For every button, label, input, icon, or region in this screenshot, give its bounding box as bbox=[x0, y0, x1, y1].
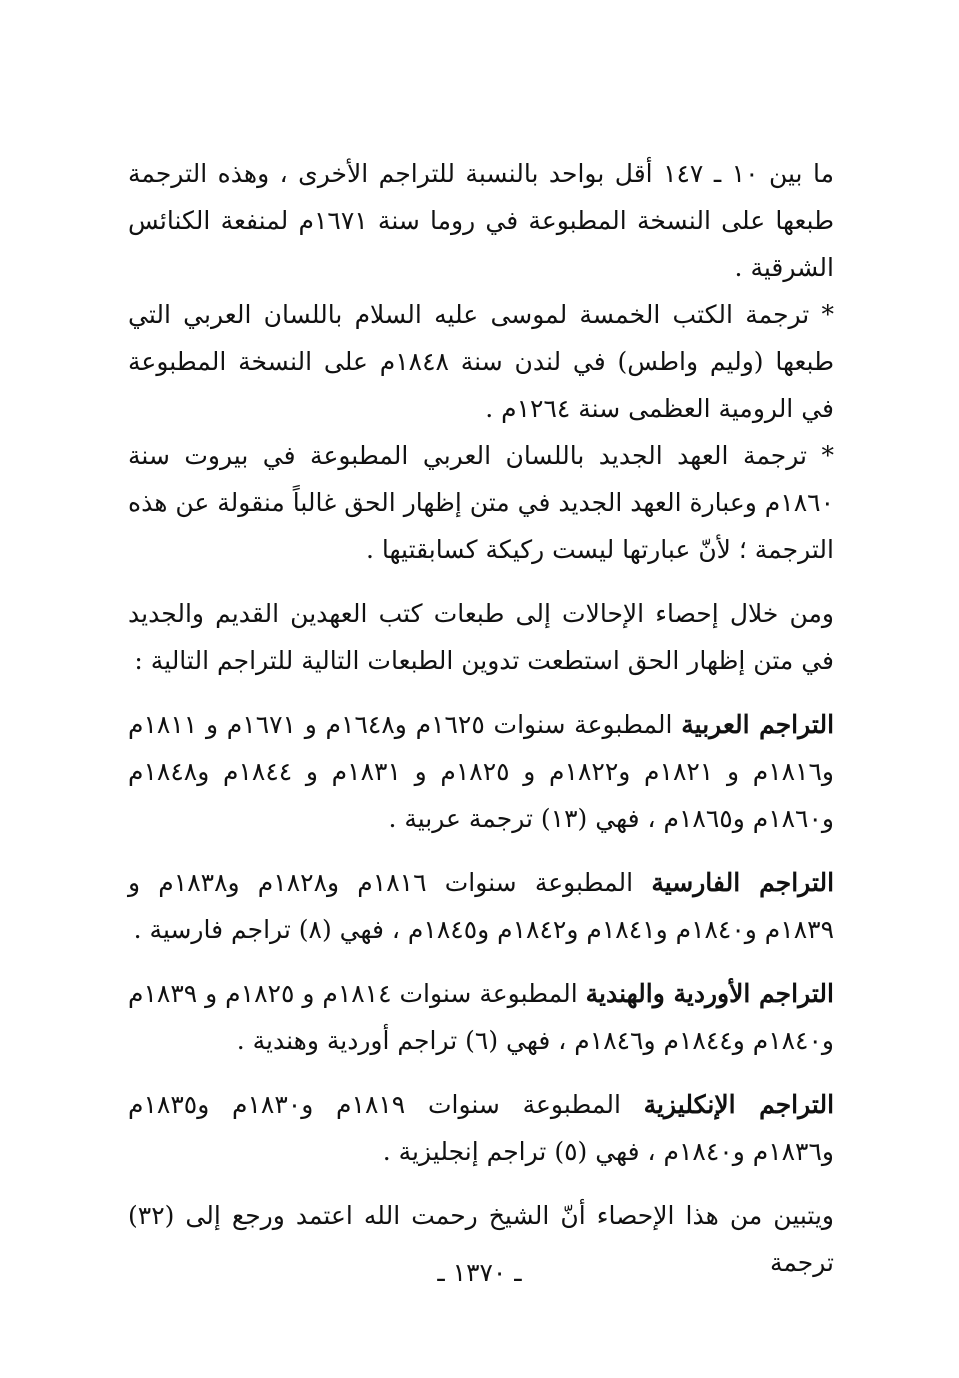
section-heading: التراجم العربية bbox=[681, 710, 835, 739]
intro-paragraph bbox=[128, 150, 834, 291]
section-persian-translations bbox=[128, 859, 834, 953]
section-text bbox=[128, 859, 834, 953]
section-text bbox=[128, 701, 834, 842]
page-number: ـ ١٣٧٠ ـ bbox=[437, 1258, 522, 1287]
bullet-text: * ترجمة الكتب الخمسة لموسى عليه السلام باللسان العربي التي طبعها (وليم واطس) في لندن سنة ١٨٤٨م على النسخة المطبوعة في الرومية العظمى سنة ١٢٦٤م . bbox=[128, 300, 834, 423]
method-paragraph bbox=[128, 590, 834, 684]
section-text bbox=[128, 970, 834, 1064]
bullet-text: * ترجمة العهد الجديد باللسان العربي المطبوعة في بيروت سنة ١٨٦٠م وعبارة العهد الجديد في متن إظهار الحق غالباً منقولة عن هذه الترجمة ؛ لأنّ عبارتها ليست ركيكة كسابقتيها . bbox=[128, 441, 834, 564]
section-heading: التراجم الفارسية bbox=[651, 868, 835, 897]
bullet-item bbox=[128, 432, 834, 573]
section-arabic-translations bbox=[128, 701, 834, 842]
intro-paragraph-text: ما بين ١٠ ـ ١٤٧ أقل بواحد بالنسبة للتراجم الأخرى ، وهذه الترجمة طبعها على النسخة المطبوعة في روما سنة ١٦٧١م لمنفعة الكنائس الشرقية . bbox=[128, 159, 834, 282]
page-body bbox=[128, 150, 834, 1286]
section-urdu-hindi-translations bbox=[128, 970, 834, 1064]
section-heading: التراجم الإنكليزية bbox=[643, 1090, 835, 1119]
bullet-item bbox=[128, 291, 834, 432]
section-body: المطبوعة سنوات ١٦٢٥م و١٦٤٨م و ١٦٧١م و ١٨١١م و١٨١٦م و ١٨٢١م و١٨٢٢م و ١٨٢٥م و ١٨٣١م و ١٨٤٤م و١٨٤٨م و١٨٦٠م و١٨٦٥م ، فهي (١٣) ترجمة عربية . bbox=[128, 710, 834, 833]
section-body: المطبوعة سنوات ١٨١٩م و١٨٣٠م و١٨٣٥م و١٨٣٦م و١٨٤٠م ، فهي (٥) تراجم إنجليزية . bbox=[128, 1090, 834, 1166]
section-body: المطبوعة سنوات ١٨١٦م و١٨٢٨م و١٨٣٨م و ١٨٣٩م و١٨٤٠م و١٨٤١م و١٨٤٢م و١٨٤٥م ، فهي (٨) تراجم فارسية . bbox=[128, 868, 834, 944]
section-heading: التراجم الأوردية والهندية bbox=[585, 979, 834, 1008]
closing-paragraph-text: ويتبين من هذا الإحصاء أنّ الشيخ رحمت الله اعتمد ورجع إلى (٣٢) ترجمة bbox=[128, 1201, 834, 1277]
section-english-translations bbox=[128, 1081, 834, 1175]
section-text bbox=[128, 1081, 834, 1175]
section-body: المطبوعة سنوات ١٨١٤م و ١٨٢٥م و ١٨٣٩م و١٨٤٠م و١٨٤٤م و١٨٤٦م ، فهي (٦) تراجم أوردية وهندية . bbox=[128, 979, 834, 1055]
method-paragraph-text: ومن خلال إحصاء الإحالات إلى طبعات كتب العهدين القديم والجديد في متن إظهار الحق استطعت تدوين الطبعات التالية للتراجم التالية : bbox=[128, 599, 834, 675]
